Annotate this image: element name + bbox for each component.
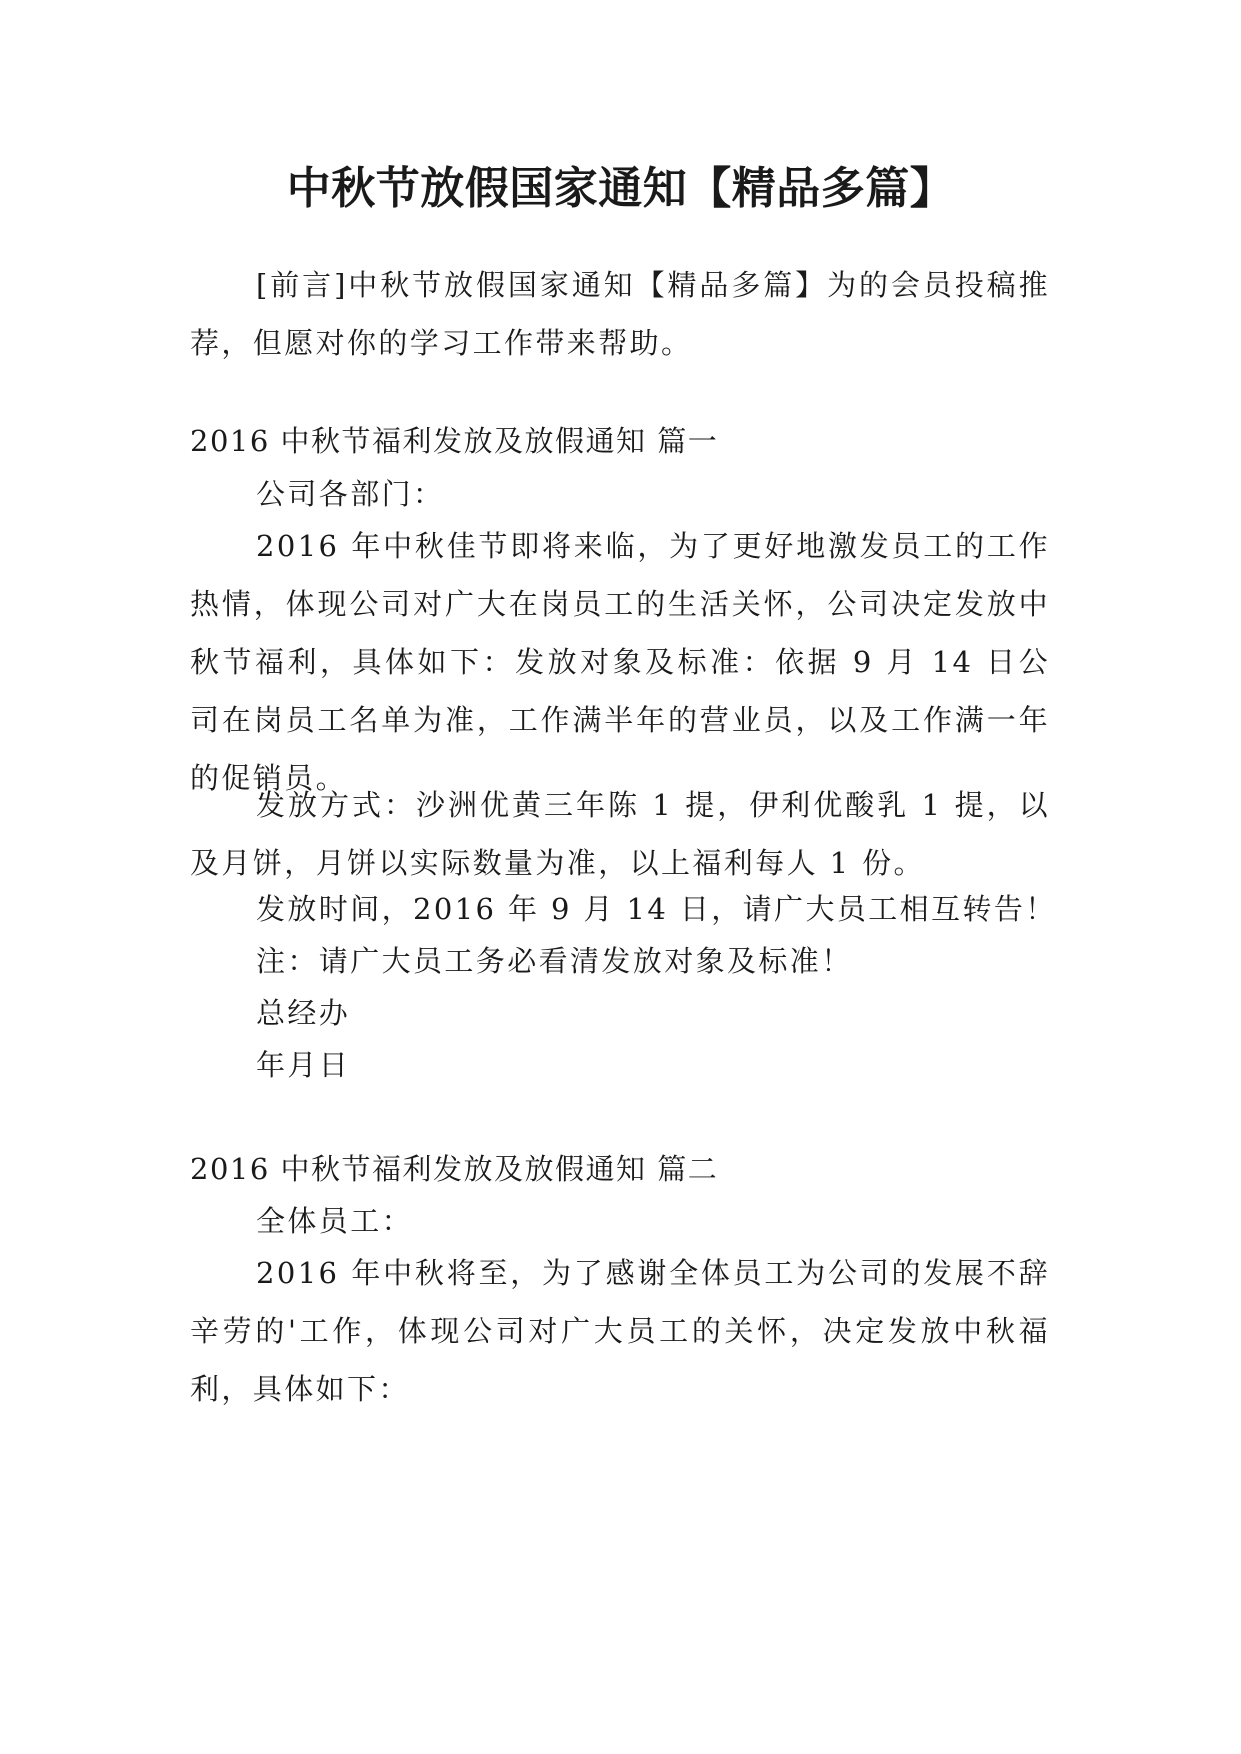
section-1-paragraph-4: 注：请广大员工务必看清发放对象及标准！ (256, 944, 853, 978)
section-1-heading: 2016 中秋节福利发放及放假通知 篇一 (190, 424, 719, 458)
section-1-paragraph-3: 发放时间，2016 年 9 月 14 日，请广大员工相互转告！ (256, 892, 1057, 926)
section-1-signature: 总经办 (256, 996, 351, 1030)
section-1-paragraph-1: 2016 年中秋佳节即将来临，为了更好地激发员工的工作热情，体现公司对广大在岗员工的生活关怀，公司决定发放中秋节福利，具体如下：发放对象及标准：依据 9 月 14 日公司在岗员工名单为准，工作满半年的营业员，以及工作满一年的促销员。 (190, 529, 1050, 795)
section-1-paragraph-2: 发放方式：沙洲优黄三年陈 1 提，伊利优酸乳 1 提，以及月饼，月饼以实际数量为准，以上福利每人 1 份。 (190, 788, 1050, 880)
section-1-date: 年月日 (256, 1048, 351, 1082)
section-2-salutation: 全体员工： (256, 1204, 414, 1238)
section-2-heading: 2016 中秋节福利发放及放假通知 篇二 (190, 1152, 719, 1186)
preface-paragraph: [前言]中秋节放假国家通知【精品多篇】为的会员投稿推荐，但愿对你的学习工作带来帮助。 (190, 268, 1050, 360)
document-title: 中秋节放假国家通知【精品多篇】 (286, 163, 955, 214)
section-2-paragraph-1: 2016 年中秋将至，为了感谢全体员工为公司的发展不辞辛劳的'工作，体现公司对广大员工的关怀，决定发放中秋福利，具体如下： (190, 1256, 1050, 1406)
section-1-salutation: 公司各部门： (256, 477, 445, 511)
